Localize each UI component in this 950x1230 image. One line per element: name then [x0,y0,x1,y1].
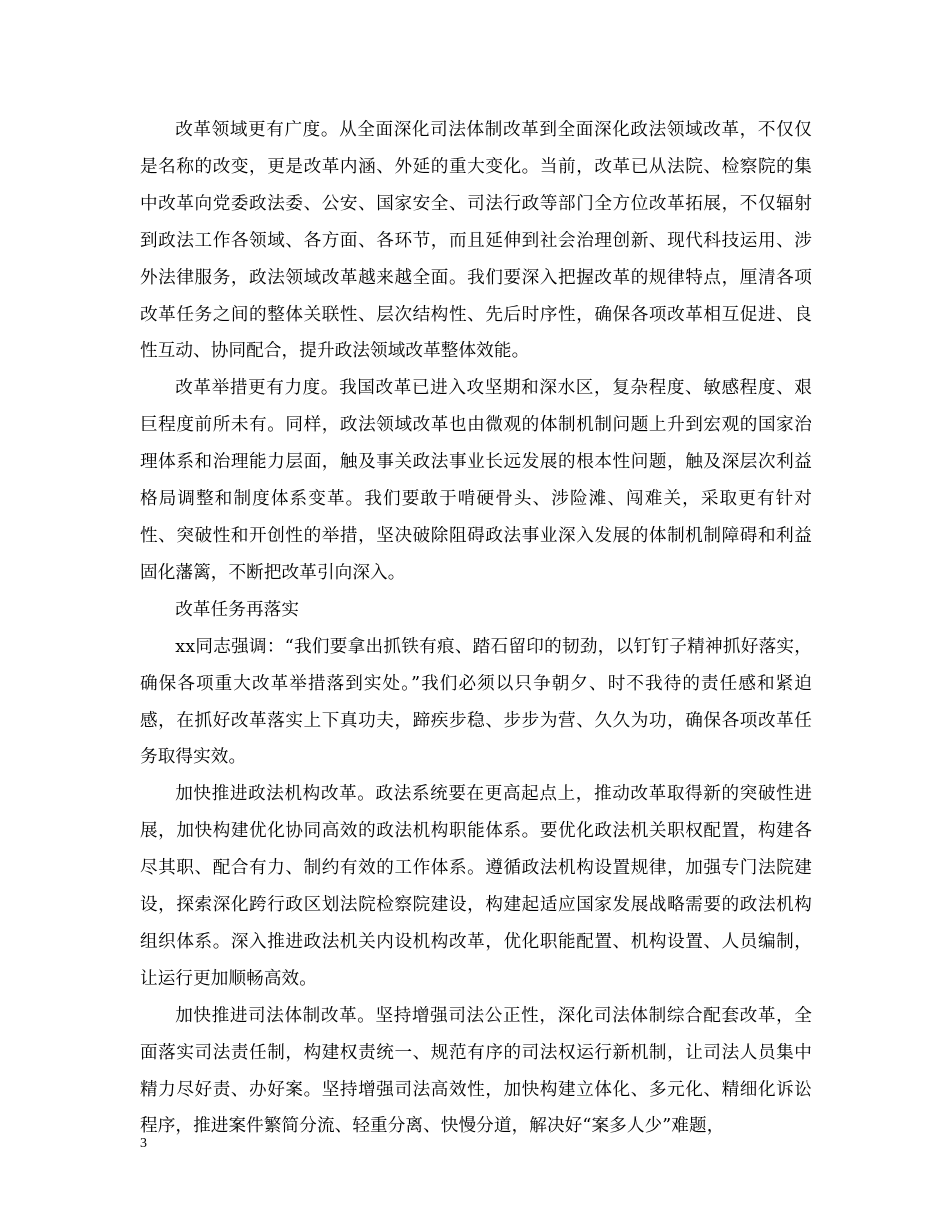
paragraph-reform-breadth: 改革领域更有广度。从全面深化司法体制改革到全面深化政法领域改革，不仅仅是名称的改变，更是改革内涵、外延的重大变化。当前，改革已从法院、检察院的集中改革向党委政法委、公安、国家安全、司法行政等部门全方位改革拓展，不仅辐射到政法工作各领域、各方面、各环节，而且延伸到社会治理创新、现代科技运用、涉外法律服务，政法领域改革越来越全面。我们要深入把握改革的规律特点，厘清各项改革任务之间的整体关联性、层次结构性、先后时序性，确保各项改革相互促进、良性互动、协同配合，提升政法领域改革整体效能。 [140,120,812,362]
paragraph-institution-reform: 加快推进政法机构改革。政法系统要在更高起点上，推动改革取得新的突破性进展，加快构建优化协同高效的政法机构职能体系。要优化政法机关职权配置，构建各尽其职、配合有力、制约有效的工作体系。遵循政法机构设置规律，加强专门法院建设，探索深化跨行政区划法院检察院建设，构建起适应国家发展战略需要的政法机构组织体系。深入推进政法机关内设机构改革，优化职能配置、机构设置、人员编制，让运行更加顺畅高效。 [140,784,812,989]
paragraph-reform-strength: 改革举措更有力度。我国改革已进入攻坚期和深水区，复杂程度、敏感程度、艰巨程度前所未有。同样，政法领域改革也由微观的体制机制问题上升到宏观的国家治理体系和治理能力层面，触及事关政法事业长远发展的根本性问题，触及深层次利益格局调整和制度体系变革。我们要敢于啃硬骨头、涉险滩、闯难关，采取更有针对性、突破性和开创性的举措，坚决破除阻碍政法事业深入发展的体制机制障碍和利益固化藩篱，不断把改革引向深入。 [140,378,812,583]
section-heading-reform-tasks: 改革任务再落实 [175,599,300,620]
page-number: 3 [140,1136,147,1151]
paragraph-quote: xx同志强调：“我们要拿出抓铁有痕、踏石留印的韧劲，以钉钉子精神抓好落实，确保各项重大改革举措落到实处。”我们必须以只争朝夕、时不我待的责任感和紧迫感，在抓好改革落实上下真功夫，蹄疾步稳、步步为营、久久为功，确保各项改革任务取得实效。 [140,636,812,768]
body-text [140,112,812,1145]
paragraph-judicial-reform: 加快推进司法体制改革。坚持增强司法公正性，深化司法体制综合配套改革，全面落实司法责任制，构建权责统一、规范有序的司法权运行新机制，让司法人员集中精力尽好责、办好案。坚持增强司法高效性，加快构建立体化、多元化、精细化诉讼程序，推进案件繁简分流、轻重分离、快慢分道，解决好“案多人少”难题， [140,1005,812,1137]
